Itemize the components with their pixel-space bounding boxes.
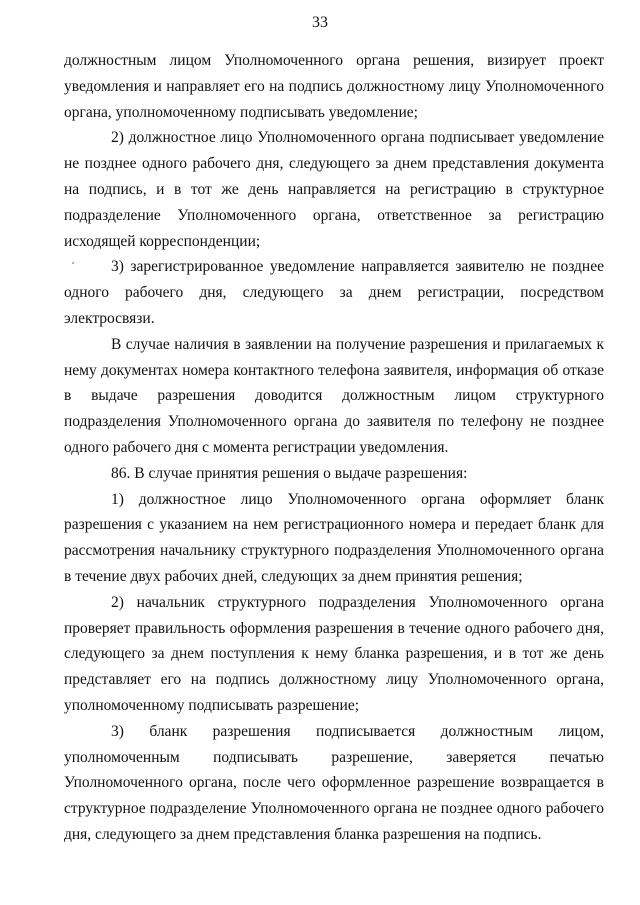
document-body [64, 48, 604, 848]
paragraph-item-2: 2) должностное лицо Уполномоченного органа подписывает уведомление не позднее одного рабочего дня, следующего за днем представления документа на подпись, и в тот же день направляется на регистрацию в структурное подразделение Уполномоченного органа, ответственное за регистрацию исходящей корреспонденции; [64, 129, 604, 250]
page-number: 33 [312, 14, 328, 31]
paragraph-item-3: 3) зарегистрированное уведомление направляется заявителю не позднее одного рабочего дня, следующего за днем регистрации, посредством электросвязи. [64, 258, 604, 327]
paragraph-section-86: 86. В случае принятия решения о выдаче разрешения: [111, 464, 468, 482]
paragraph-phone-notice: В случае наличия в заявлении на получение разрешения и прилагаемых к нему документах номера контактного телефона заявителя, информация об отказе в выдаче разрешения доводится должностным лицом структурного подразделения Уполномоченного органа до заявителя по телефону не позднее одного рабочего дня с момента регистрации уведомления. [64, 335, 604, 456]
paragraph-86-item-2: 2) начальник структурного подразделения Уполномоченного органа проверяет правильность оформления разрешения в течение одного рабочего дня, следующего за днем поступления к нему бланка разрешения, и в тот же день представляет его на подпись должностному лицу Уполномоченного органа, уполномоченному подписывать разрешение; [64, 593, 604, 714]
scan-speck [72, 262, 74, 264]
paragraph-continuation: должностным лицом Уполномоченного органа решения, визирует проект уведомления и направляет его на подпись должностному лицу Уполномоченного органа, уполномоченному подписывать уведомление; [64, 52, 604, 121]
paragraph-86-item-3: 3) бланк разрешения подписывается должностным лицом, уполномоченным подписывать разрешение, заверяется печатью Уполномоченного органа, после чего оформленное разрешение возвращается в структурное подразделение Уполномоченного органа не позднее одного рабочего дня, следующего за днем представления бланка разрешения на подпись. [64, 722, 604, 843]
paragraph-86-item-1: 1) должностное лицо Уполномоченного органа оформляет бланк разрешения с указанием на нем регистрационного номера и передает бланк для рассмотрения начальнику структурного подразделения Уполномоченного органа в течение двух рабочих дней, следующих за днем принятия решения; [64, 490, 604, 585]
